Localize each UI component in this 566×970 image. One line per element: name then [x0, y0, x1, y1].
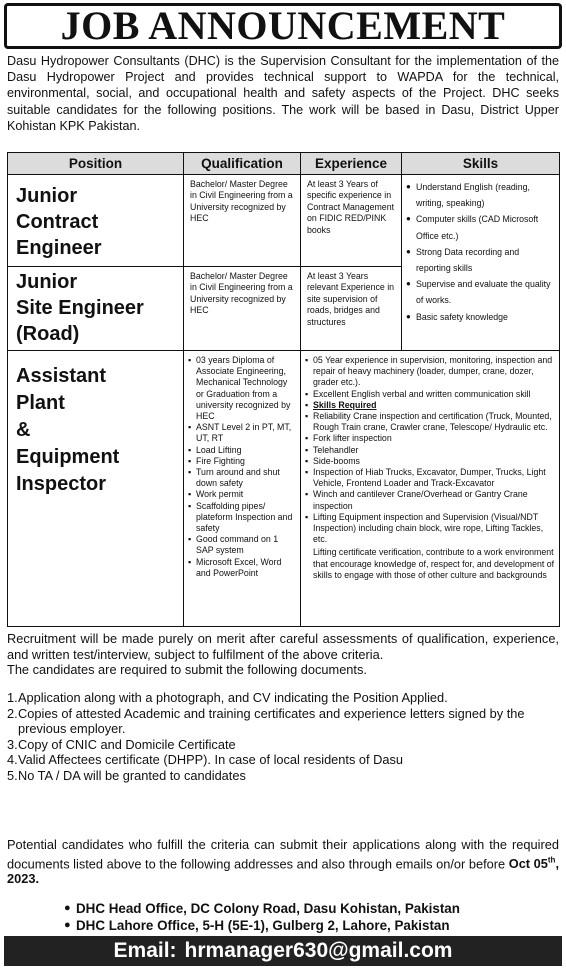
- list-item: ▪ Scaffolding pipes/ plateform Inspection and safety: [188, 501, 297, 535]
- email-bar: [4, 936, 562, 966]
- list-item: ▪ 03 years Diploma of Associate Engineering, Mechanical Technology or Graduation from a university recognized by HEC: [188, 355, 297, 422]
- list-item: ▪ Winch and cantilever Crane/Overhead or Gantry Crane inspection: [305, 489, 556, 511]
- list-item: ▪ ASNT Level 2 in PT, MT, UT, RT: [188, 422, 297, 444]
- list-item: ● Basic safety knowledge: [406, 309, 556, 325]
- list-item: ▪ Fire Fighting: [188, 456, 297, 467]
- list-item: ● Understand English (reading, writing, speaking): [406, 179, 556, 211]
- shared-skills-cell: [402, 175, 560, 351]
- table-header-row: [8, 153, 560, 175]
- header-experience: Experience: [301, 153, 402, 175]
- deadline: Oct 05th, 2023.: [7, 855, 559, 887]
- intro-paragraph: Dasu Hydropower Consultants (DHC) is the Supervision Consultant for the implementation of the Dasu Hydropower Project and provides technical support to WAPDA for the technical, environmental, social, and occupational health and safety aspects of the Project. DHC seeks suitable candidates for the following positions. The work will be based in Dasu, District Upper Kohistan KPK Pakistan.: [7, 54, 559, 133]
- list-item: 4. Valid Affectees certificate (DHPP). In case of local residents of Dasu: [7, 752, 404, 768]
- skills-paragraph: Lifting certificate verification, contribute to a work environment that encourage knowledge of, respect for, and development of skills to engage with those of other culture and backgrounds: [313, 547, 555, 580]
- merit-statement: [7, 631, 559, 678]
- list-item: ▪ Microsoft Excel, Word and PowerPoint: [188, 557, 297, 579]
- list-item: ● DHC Head Office, DC Colony Road, Dasu Kohistan, Pakistan: [64, 900, 460, 917]
- list-item: 5. No TA / DA will be granted to candidates: [7, 767, 246, 783]
- list-item: ▪ Inspection of Hiab Trucks, Excavator, Dumper, Trucks, Light Vehicle, Frontend Loader and Track-Excavator: [305, 467, 556, 489]
- list-item: ▪ Work permit: [188, 489, 297, 500]
- position-cell: [8, 175, 184, 267]
- position-cell: [8, 267, 184, 351]
- header-qualification: Qualification: [184, 153, 301, 175]
- list-item: ▪ Good command on 1 SAP system: [188, 534, 297, 556]
- list-item: ● Supervise and evaluate the quality of works.: [406, 276, 556, 308]
- list-item: ● DHC Lahore Office, 5-H (5E-1), Gulberg 2, Lahore, Pakistan: [64, 917, 460, 934]
- experience-cell: At least 3 Years relevant Experience in site supervision of roads, bridges and structures: [301, 267, 402, 351]
- position-title: Junior Contract Engineer: [16, 185, 102, 259]
- list-item: ▪ Turn around and shut down safety: [188, 467, 297, 489]
- list-item: ▪ Telehandler: [305, 445, 556, 456]
- merit-text: Recruitment will be made purely on merit after careful assessments of qualification, experience, and written test/interview, subject to fulfilment of the above criteria.: [7, 631, 559, 662]
- position-cell: [8, 351, 184, 627]
- announcement-title: JOB ANNOUNCEMENT: [60, 3, 506, 48]
- list-item: ▪ 05 Year experience in supervision, monitoring, inspection and repair of heavy machinery (loader, dumper, crane, dozer, grader etc.).: [305, 355, 556, 389]
- qualification-list: [184, 351, 300, 581]
- merit-documents-intro: The candidates are required to submit the following documents.: [7, 662, 367, 678]
- email-address[interactable]: hrmanager630@gmail.com: [184, 939, 453, 962]
- list-item: ● Strong Data recording and reporting skills: [406, 244, 556, 276]
- list-item: 2. Copies of attested Academic and training certificates and experience letters signed by the previous employer.: [7, 705, 525, 737]
- email-label: Email:: [113, 939, 177, 962]
- header-position: Position: [8, 153, 184, 175]
- list-item: ▪ Side-booms: [305, 456, 556, 467]
- list-item: ▪ Fork lifter inspection: [305, 433, 556, 444]
- list-item: ▪ Reliability Crane inspection and certification (Truck, Mounted, Rough Train crane, Crawler crane, Telescope/ Hydraulic etc.: [305, 411, 556, 433]
- application-instructions: Potential candidates who fulfill the criteria can submit their applications along with the required documents listed above to the following addresses and also through emails on/or before Oct 05th, 2023.: [7, 837, 559, 887]
- qualification-cell: Bachelor/ Master Degree in Civil Engineering from a University recognized by HEC: [184, 175, 301, 267]
- list-item: 1. Application along with a photograph, and CV indicating the Position Applied.: [7, 690, 448, 705]
- position-title: Junior Site Engineer (Road): [16, 271, 144, 345]
- experience-cell: At least 3 Years of specific experience in Contract Management on FIDIC RED/PINK books: [301, 175, 402, 267]
- list-item: ▪ Lifting Equipment inspection and Supervision (Visual/NDT Inspection) including chain block, wire rope, Lifting Tackles, etc.: [305, 512, 556, 546]
- table-row: [8, 175, 560, 267]
- list-item: ▪ Excellent English verbal and written communication skill: [305, 389, 556, 400]
- position-title: Assistant Plant & Equipment Inspector: [16, 365, 120, 495]
- required-documents-list: [7, 690, 559, 784]
- list-item: ● Computer skills (CAD Microsoft Office etc.): [406, 211, 556, 243]
- header-skills: Skills: [402, 153, 560, 175]
- shared-skills-list: [402, 175, 559, 327]
- positions-table: [7, 152, 560, 627]
- experience-skills-list: [301, 351, 559, 547]
- announcement-banner: [4, 3, 562, 49]
- list-item: 3. Copy of CNIC and Domicile Certificate: [7, 736, 236, 752]
- table-row: [8, 351, 560, 627]
- office-addresses: [64, 900, 460, 934]
- qualification-cell: Bachelor/ Master Degree in Civil Engineering from a University recognized by HEC: [184, 267, 301, 351]
- skills-required-heading: ▪ Skills Required: [305, 400, 556, 411]
- list-item: ▪ Load Lifting: [188, 445, 297, 456]
- experience-skills-cell: [301, 351, 560, 627]
- qualification-cell: [184, 351, 301, 627]
